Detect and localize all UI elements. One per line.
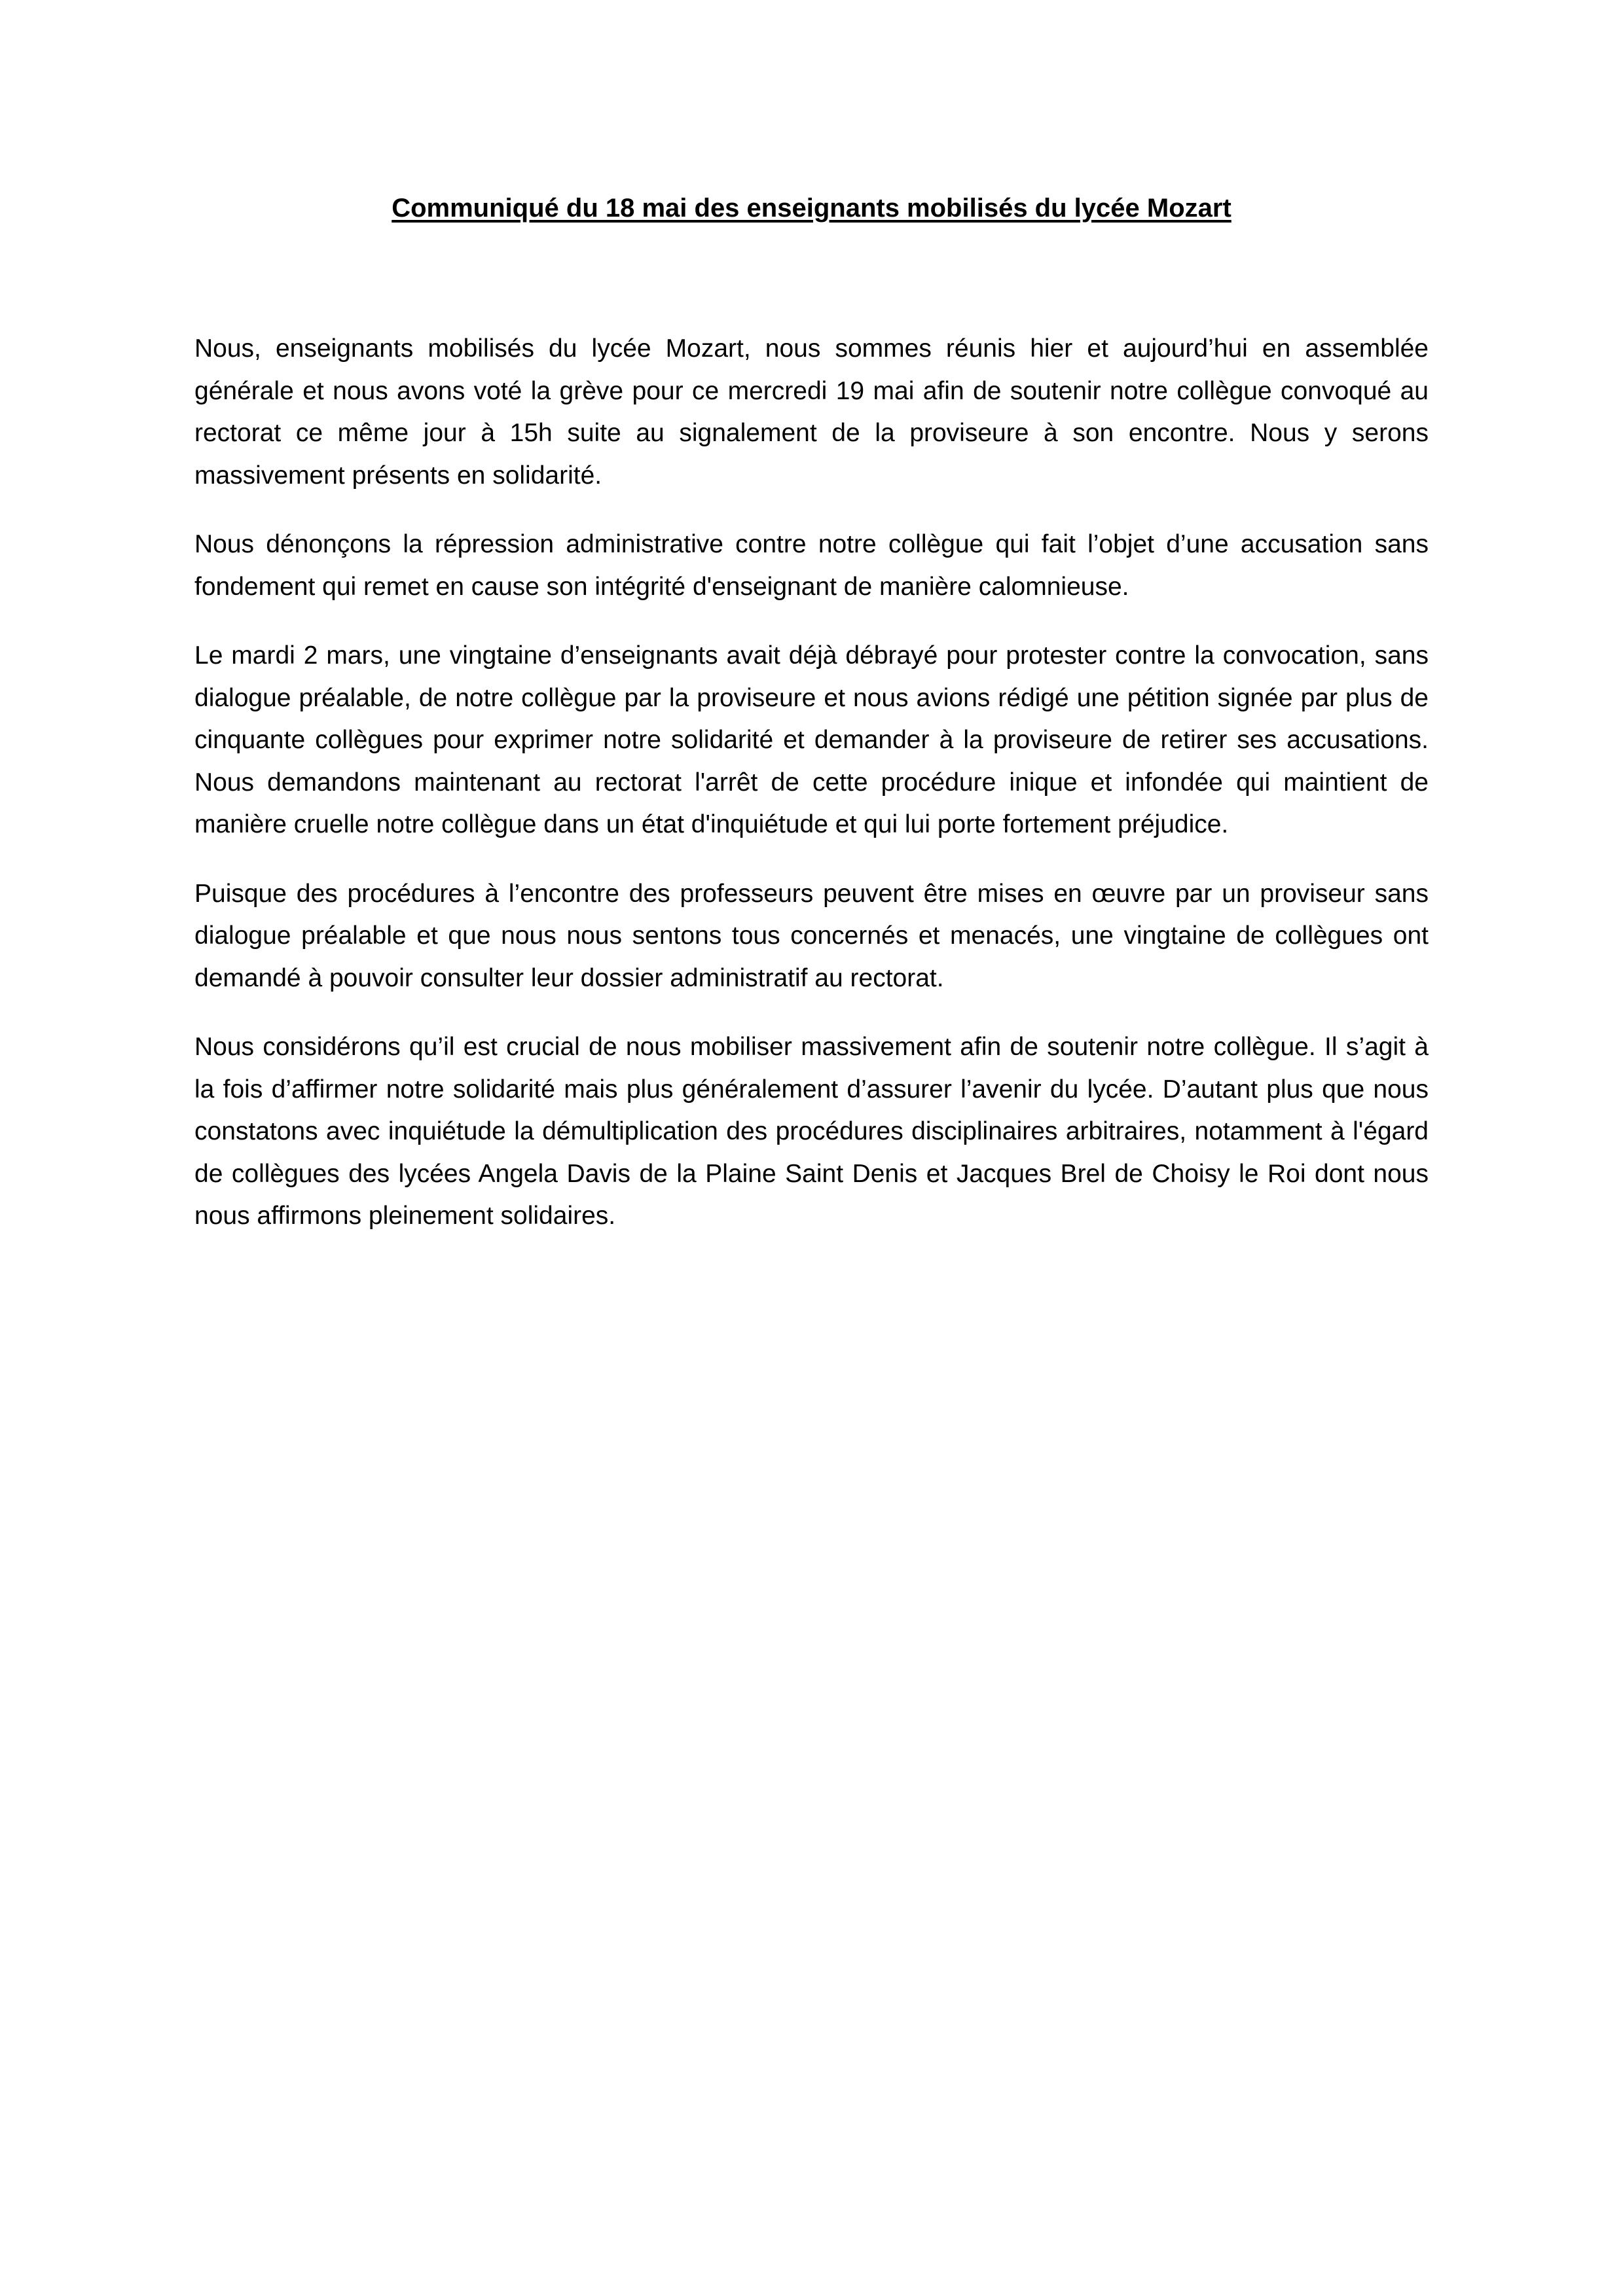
paragraph-assemblee: Nous, enseignants mobilisés du lycée Mozart, nous sommes réunis hier et aujourd’hui en assemblée générale et nous avons voté la grève pour ce mercredi 19 mai afin de soutenir notre collègue convoqué au rectorat ce même jour à 15h suite au signalement de la proviseure à son encontre. Nous y serons massivement présents en solidarité. [194, 334, 1429, 490]
paragraph-procedures: Puisque des procédures à l’encontre des professeurs peuvent être mises en œuvre par un proviseur sans dialogue préalable et que nous nous sentons tous concernés et menacés, une vingtaine de collègues ont demandé à pouvoir consulter leur dossier administratif au rectorat. [194, 879, 1429, 992]
paragraph-mobilisation: Nous considérons qu’il est crucial de nous mobiliser massivement afin de soutenir notre collègue. Il s’agit à la fois d’affirmer notre solidarité mais plus généralement d’assurer l’avenir du lycée. D’autant plus que nous constatons avec inquiétude la démultiplication des procédures disciplinaires arbitraires, notamment à l'égard de collègues des lycées Angela Davis de la Plaine Saint Denis et Jacques Brel de Choisy le Roi dont nous nous affirmons pleinement solidaires. [194, 1033, 1429, 1230]
document-page [194, 190, 1429, 1265]
document-title: Communiqué du 18 mai des enseignants mobilisés du lycée Mozart [392, 194, 1231, 223]
paragraph-repression: Nous dénonçons la répression administrative contre notre collègue qui fait l’objet d’une accusation sans fondement qui remet en cause son intégrité d'enseignant de manière calomnieuse. [194, 530, 1429, 601]
paragraph-mardi-2-mars: Le mardi 2 mars, une vingtaine d’enseignants avait déjà débrayé pour protester contre la convocation, sans dialogue préalable, de notre collègue par la proviseure et nous avions rédigé une pétition signée par plus de cinquante collègues pour exprimer notre solidarité et demander à la proviseure de retirer ses accusations. Nous demandons maintenant au rectorat l'arrêt de cette procédure inique et infondée qui maintient de manière cruelle notre collègue dans un état d'inquiétude et qui lui porte fortement préjudice. [194, 641, 1429, 838]
